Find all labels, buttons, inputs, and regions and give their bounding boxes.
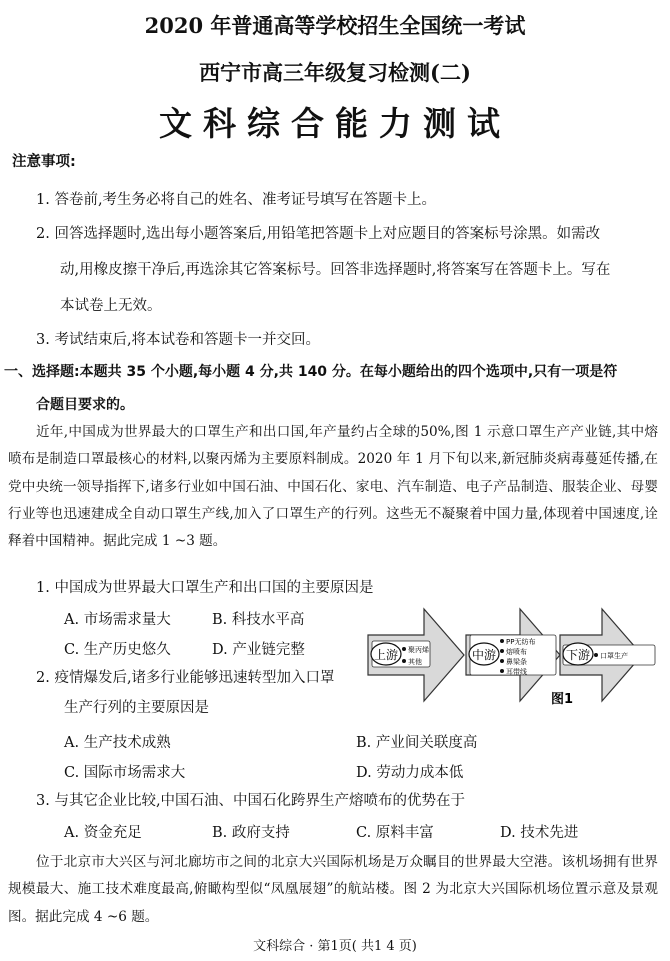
note-item-2-line2: 动,用橡皮擦干净后,再选涂其它答案标号。回答非选择题时,将答案写在答题卡上。写在 xyxy=(60,262,611,278)
bullet-dot xyxy=(500,639,504,643)
downstream-item-1: 口罩生产 xyxy=(600,652,628,660)
exam-title-line2: 西宁市高三年级复习检测(二) xyxy=(199,60,471,85)
figure-1-caption: 图1 xyxy=(550,692,574,707)
midstream-item-4: 耳带线 xyxy=(506,668,527,676)
q3-option-b: B. 政府支持 xyxy=(212,825,290,841)
passage-2: 位于北京市大兴区与河北廊坊市之间的北京大兴国际机场是万众瞩目的世界最大空港。该机场拥有世界规模最大、施工技术难度最高,俯瞰构型似“凤凰展翅”的航站楼。图 2 为北京大兴国际机场位置示意及景观图。据此完成 4 ~6 题。 xyxy=(8,854,658,925)
figure-1-industry-chain xyxy=(366,605,658,709)
note-item-1: 1. 答卷前,考生务必将自己的姓名、准考证号填写在答题卡上。 xyxy=(36,192,437,208)
industry-chain-diagram xyxy=(366,605,658,709)
stage-midstream-label: 中游 xyxy=(471,648,497,662)
q2-option-b: B. 产业间关联度高 xyxy=(356,735,478,751)
bullet-dot xyxy=(500,659,504,663)
midstream-item-1: PP无纺布 xyxy=(506,638,536,646)
bullet-dot xyxy=(500,649,504,653)
q2-stem-line1: 2. 疫情爆发后,诸多行业能够迅速转型加入口罩 xyxy=(36,670,335,686)
q1-option-a: A. 市场需求量大 xyxy=(64,612,171,628)
midstream-item-3: 鼻梁条 xyxy=(506,658,527,666)
exam-subject-title: 文科综合能力测试 xyxy=(159,104,511,143)
upstream-item-1: 聚丙烯 xyxy=(408,646,429,654)
note-item-2-line3: 本试卷上无效。 xyxy=(60,298,162,314)
q3-option-a: A. 资金充足 xyxy=(64,825,142,841)
q2-option-c: C. 国际市场需求大 xyxy=(64,765,186,781)
q1-option-d: D. 产业链完整 xyxy=(212,642,305,658)
q1-option-c: C. 生产历史悠久 xyxy=(64,642,171,658)
bullet-dot xyxy=(402,659,406,663)
passage-1: 近年,中国成为世界最大的口罩生产和出口国,年产量约占全球的50%,图 1 示意口罩生产产业链,其中熔喷布是制造口罩最核心的材料,以聚丙烯为主要原料制成。2020 年 1 月下旬以来,新冠肺炎病毒蔓延传播,在党中央统一领导指挥下,诸多行业如中国石油、中国石化、家电、汽车制造、电子产品制造、服装企业、母婴行业等也迅速建成全自动口罩生产线,加入了口罩生产的行列。这些无不凝聚着中国力量,体现着中国速度,诠释着中国精神。据此完成 1 ~3 题。 xyxy=(8,424,658,550)
bullet-dot xyxy=(500,669,504,673)
q3-option-d: D. 技术先进 xyxy=(500,825,579,841)
page-footer: 文科综合 · 第1页( 共1 4 页) xyxy=(253,939,417,954)
q2-stem-line2: 生产行列的主要原因是 xyxy=(64,700,209,716)
bullet-dot xyxy=(402,647,406,651)
q1-option-b: B. 科技水平高 xyxy=(212,612,305,628)
bullet-dot xyxy=(594,653,598,657)
note-item-2-line1: 2. 回答选择题时,选出每小题答案后,用铅笔把答题卡上对应题目的答案标号涂黑。如需改 xyxy=(36,226,601,242)
exam-title-line1: 2020 年普通高等学校招生全国统一考试 xyxy=(144,13,526,38)
notes-title: 注意事项: xyxy=(12,154,76,170)
stage-downstream-label: 下游 xyxy=(565,648,591,662)
midstream-item-2: 熔喷布 xyxy=(506,648,527,656)
q2-option-a: A. 生产技术成熟 xyxy=(64,735,171,751)
q1-stem: 1. 中国成为世界最大口罩生产和出口国的主要原因是 xyxy=(36,580,374,596)
q3-stem: 3. 与其它企业比较,中国石油、中国石化跨界生产熔喷布的优势在于 xyxy=(36,793,466,809)
section-heading-line1: 一、选择题:本题共 35 个小题,每小题 4 分,共 140 分。在每小题给出的四个选项中,只有一项是符 xyxy=(4,364,618,380)
section-heading-line2: 合题目要求的。 xyxy=(36,397,134,413)
note-item-3: 3. 考试结束后,将本试卷和答题卡一并交回。 xyxy=(36,332,321,348)
upstream-item-2: 其他 xyxy=(408,658,422,666)
q2-option-d: D. 劳动力成本低 xyxy=(356,765,464,781)
stage-upstream-label: 上游 xyxy=(373,648,399,662)
q3-option-c: C. 原料丰富 xyxy=(356,825,434,841)
